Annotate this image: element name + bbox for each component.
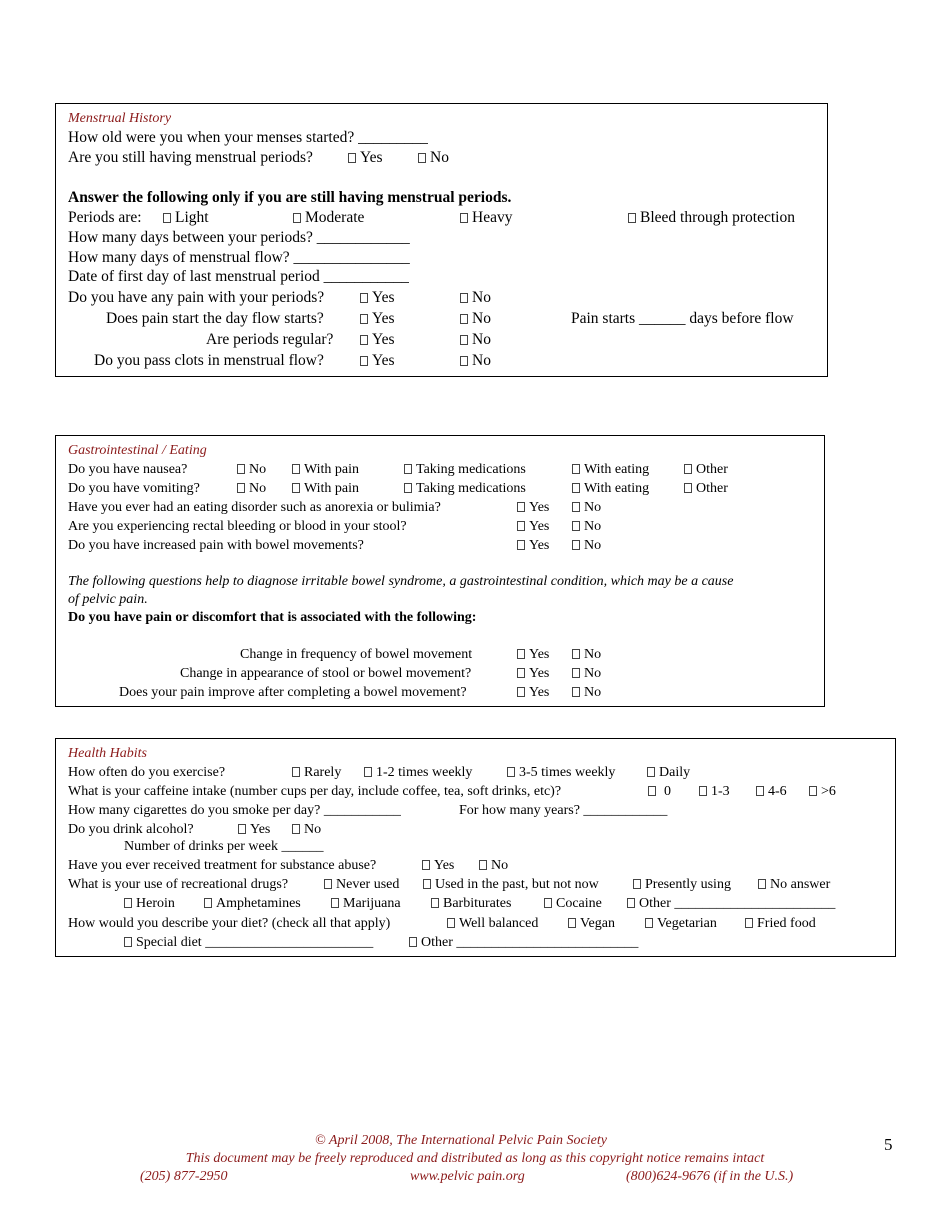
checkbox[interactable] [360, 293, 368, 303]
pain-no-option[interactable]: No [460, 290, 491, 306]
q-pain-start: Does pain start the day flow starts? [106, 310, 324, 327]
checkbox[interactable] [517, 502, 525, 512]
periods-are-label: Periods are: [68, 209, 142, 226]
checkbox[interactable] [460, 213, 468, 223]
checkbox[interactable] [292, 767, 300, 777]
regular-no-option[interactable]: No [460, 332, 491, 348]
footer-website: www.pelvic pain.org [410, 1169, 525, 1184]
q-stool-appearance: Change in appearance of stool or bowel movement? [180, 666, 472, 681]
checkbox[interactable] [568, 918, 576, 928]
q-rectal-bleeding: Are you experiencing rectal bleeding or blood in your stool? [68, 519, 407, 534]
page-number: 5 [884, 1135, 893, 1154]
checkbox[interactable] [745, 918, 753, 928]
q-pain-periods: Do you have any pain with your periods? [68, 289, 325, 306]
checkbox[interactable] [404, 483, 412, 493]
checkbox[interactable] [237, 483, 245, 493]
q-eating-disorder: Have you ever had an eating disorder such as anorexia or bulimia? [68, 500, 441, 515]
substance-no-option[interactable]: No [479, 859, 508, 873]
caffeine-gt6-option[interactable]: >6 [809, 785, 836, 799]
checkbox[interactable] [292, 824, 300, 834]
period-heavy-option[interactable]: Heavy [460, 210, 512, 226]
q-menses-age: How old were you when your menses started? _________ [68, 129, 428, 146]
checkbox[interactable] [517, 521, 525, 531]
q-recreational-drugs: What is your use of recreational drugs? [68, 877, 289, 892]
period-bleed-option[interactable]: Bleed through protection [628, 210, 795, 226]
checkbox[interactable] [544, 898, 552, 908]
checkbox[interactable] [684, 483, 692, 493]
improve-yes-option[interactable]: Yes [517, 686, 549, 700]
checkbox[interactable] [324, 879, 332, 889]
exercise-rarely-option[interactable]: Rarely [292, 766, 341, 780]
checkbox[interactable] [758, 879, 766, 889]
q-periods-regular: Are periods regular? [206, 331, 334, 348]
checkbox[interactable] [479, 860, 487, 870]
diet-fried-option[interactable]: Fried food [745, 917, 816, 931]
checkbox[interactable] [572, 649, 580, 659]
checkbox[interactable] [460, 293, 468, 303]
pain-starts-days: Pain starts ______ days before flow [571, 310, 794, 327]
q-vomiting: Do you have vomiting? [68, 481, 200, 496]
exercise-daily-option[interactable]: Daily [647, 766, 690, 780]
drug-amphetamines-option[interactable]: Amphetamines [204, 897, 301, 911]
q-days-flow: How many days of menstrual flow? _______________ [68, 249, 410, 266]
section-title: Menstrual History [68, 111, 172, 126]
vomiting-no-option[interactable]: No [237, 482, 266, 496]
still-no-option[interactable]: No [418, 150, 449, 166]
caffeine-4-6-option[interactable]: 4-6 [756, 785, 787, 799]
q-diet: How would you describe your diet? (check all that apply) [68, 916, 391, 931]
checkbox[interactable] [517, 668, 525, 678]
checkbox[interactable] [627, 898, 635, 908]
checkbox[interactable] [292, 483, 300, 493]
clots-yes-option[interactable]: Yes [360, 353, 395, 369]
rec-never-option[interactable]: Never used [324, 878, 399, 892]
checkbox[interactable] [628, 213, 636, 223]
q-clots: Do you pass clots in menstrual flow? [94, 352, 324, 369]
checkbox[interactable] [517, 540, 525, 550]
checkbox[interactable] [756, 786, 764, 796]
drug-barbiturates-option[interactable]: Barbiturates [431, 897, 511, 911]
rectal-yes-option[interactable]: Yes [517, 520, 549, 534]
checkbox[interactable] [124, 937, 132, 947]
checkbox[interactable] [572, 464, 580, 474]
appearance-no-option[interactable]: No [572, 667, 601, 681]
checkbox[interactable] [348, 153, 356, 163]
drug-marijuana-option[interactable]: Marijuana [331, 897, 401, 911]
q-bowel-pain: Do you have increased pain with bowel movements? [68, 538, 364, 553]
vomiting-other-option[interactable]: Other [684, 482, 728, 496]
instruction: Answer the following only if you are still having menstrual periods. [68, 189, 512, 206]
checkbox[interactable] [572, 687, 580, 697]
drug-other-option[interactable]: Other _______________________ [627, 897, 835, 911]
checkbox[interactable] [572, 668, 580, 678]
footer-notice: This document may be freely reproduced and distributed as long as this copyright notice remains intact [185, 1151, 765, 1166]
drug-cocaine-option[interactable]: Cocaine [544, 897, 602, 911]
health-habits-section [55, 738, 896, 957]
caffeine-1-3-option[interactable]: 1-3 [699, 785, 730, 799]
checkbox[interactable] [507, 767, 515, 777]
pain-start-no-option[interactable]: No [460, 311, 491, 327]
q-alcohol: Do you drink alcohol? [68, 822, 194, 837]
checkbox[interactable] [404, 464, 412, 474]
rec-noanswer-option[interactable]: No answer [758, 878, 830, 892]
nausea-taking-meds-option[interactable]: Taking medications [404, 463, 526, 477]
q-still-having-periods: Are you still having menstrual periods? [68, 149, 313, 166]
freq-no-option[interactable]: No [572, 648, 601, 662]
checkbox[interactable] [517, 687, 525, 697]
checkbox[interactable] [293, 213, 301, 223]
checkbox[interactable] [647, 767, 655, 777]
checkbox[interactable] [431, 898, 439, 908]
vomiting-with-eating-option[interactable]: With eating [572, 482, 649, 496]
footer-copyright: © April 2008, The International Pelvic Pain Society [315, 1133, 607, 1148]
drug-heroin-option[interactable]: Heroin [124, 897, 175, 911]
rectal-no-option[interactable]: No [572, 520, 601, 534]
gastrointestinal-section [55, 435, 825, 707]
checkbox[interactable] [699, 786, 707, 796]
q-nausea: Do you have nausea? [68, 462, 188, 477]
q-cigarettes: How many cigarettes do you smoke per day? ___________ [68, 803, 401, 818]
checkbox[interactable] [204, 898, 212, 908]
checkbox[interactable] [237, 464, 245, 474]
q-date-first-day: Date of first day of last menstrual period ___________ [68, 268, 409, 285]
q-days-between: How many days between your periods? ____________ [68, 229, 410, 246]
rec-present-option[interactable]: Presently using [633, 878, 731, 892]
checkbox[interactable] [572, 483, 580, 493]
substance-yes-option[interactable]: Yes [422, 859, 454, 873]
q-bowel-frequency: Change in frequency of bowel movement [240, 647, 473, 662]
ibs-heading: Do you have pain or discomfort that is associated with the following: [68, 610, 477, 625]
nausea-other-option[interactable]: Other [684, 463, 728, 477]
footer-phone-local: (205) 877-2950 [140, 1169, 228, 1184]
nausea-with-pain-option[interactable]: With pain [292, 463, 359, 477]
eating-disorder-yes-option[interactable]: Yes [517, 501, 549, 515]
alcohol-no-option[interactable]: No [292, 823, 321, 837]
checkbox[interactable] [292, 464, 300, 474]
period-moderate-option[interactable]: Moderate [293, 210, 364, 226]
section-title: Gastrointestinal / Eating [68, 443, 207, 458]
exercise-1-2-option[interactable]: 1-2 times weekly [364, 766, 472, 780]
diet-other-option[interactable]: Other __________________________ [409, 936, 638, 950]
bowel-pain-yes-option[interactable]: Yes [517, 539, 549, 553]
checkbox[interactable] [645, 918, 653, 928]
nausea-with-eating-option[interactable]: With eating [572, 463, 649, 477]
checkbox[interactable] [572, 521, 580, 531]
checkbox[interactable] [360, 314, 368, 324]
improve-no-option[interactable]: No [572, 686, 601, 700]
checkbox[interactable] [124, 898, 132, 908]
period-light-option[interactable]: Light [163, 210, 209, 226]
ibs-note-cont: of pelvic pain. [68, 592, 148, 607]
pain-yes-option[interactable]: Yes [360, 290, 395, 306]
diet-vegan-option[interactable]: Vegan [568, 917, 615, 931]
checkbox[interactable] [460, 356, 468, 366]
checkbox[interactable] [684, 464, 692, 474]
alcohol-yes-option[interactable]: Yes [238, 823, 270, 837]
nausea-no-option[interactable]: No [237, 463, 266, 477]
vomiting-taking-meds-option[interactable]: Taking medications [404, 482, 526, 496]
q-caffeine: What is your caffeine intake (number cups per day, include coffee, tea, soft drinks, etc)? [68, 784, 562, 799]
checkbox[interactable] [423, 879, 431, 889]
checkbox[interactable] [331, 898, 339, 908]
rec-past-option[interactable]: Used in the past, but not now [423, 878, 599, 892]
checkbox[interactable] [422, 860, 430, 870]
q-exercise: How often do you exercise? [68, 765, 226, 780]
still-yes-option[interactable]: Yes [348, 150, 383, 166]
checkbox[interactable] [460, 335, 468, 345]
footer-phone-tollfree: (800)624-9676 (if in the U.S.) [626, 1169, 794, 1184]
checkbox[interactable] [572, 502, 580, 512]
q-pain-improve: Does your pain improve after completing a bowel movement? [119, 685, 467, 700]
caffeine-0-option[interactable]: 0 [648, 785, 671, 799]
checkbox[interactable] [809, 786, 817, 796]
bowel-pain-no-option[interactable]: No [572, 539, 601, 553]
q-substance-treatment: Have you ever received treatment for substance abuse? [68, 858, 377, 873]
diet-special-option[interactable]: Special diet ________________________ [124, 936, 373, 950]
checkbox[interactable] [364, 767, 372, 777]
checkbox[interactable] [409, 937, 417, 947]
checkbox[interactable] [648, 786, 656, 796]
clots-no-option[interactable]: No [460, 353, 491, 369]
diet-vegetarian-option[interactable]: Vegetarian [645, 917, 717, 931]
checkbox[interactable] [517, 649, 525, 659]
ibs-note: The following questions help to diagnose irritable bowel syndrome, a gastrointestinal condition, which may be a cause [68, 574, 734, 589]
checkbox[interactable] [447, 918, 455, 928]
section-title: Health Habits [68, 746, 147, 761]
freq-yes-option[interactable]: Yes [517, 648, 549, 662]
checkbox[interactable] [360, 356, 368, 366]
q-smoking-years: For how many years? ____________ [459, 803, 668, 818]
checkbox[interactable] [418, 153, 426, 163]
appearance-yes-option[interactable]: Yes [517, 667, 549, 681]
exercise-3-5-option[interactable]: 3-5 times weekly [507, 766, 615, 780]
checkbox[interactable] [360, 335, 368, 345]
diet-balanced-option[interactable]: Well balanced [447, 917, 538, 931]
vomiting-with-pain-option[interactable]: With pain [292, 482, 359, 496]
checkbox[interactable] [572, 540, 580, 550]
pain-start-yes-option[interactable]: Yes [360, 311, 395, 327]
eating-disorder-no-option[interactable]: No [572, 501, 601, 515]
q-drinks-per-week: Number of drinks per week ______ [124, 839, 324, 854]
checkbox[interactable] [460, 314, 468, 324]
regular-yes-option[interactable]: Yes [360, 332, 395, 348]
checkbox[interactable] [633, 879, 641, 889]
checkbox[interactable] [163, 213, 171, 223]
checkbox[interactable] [238, 824, 246, 834]
menstrual-history-section [55, 103, 828, 377]
